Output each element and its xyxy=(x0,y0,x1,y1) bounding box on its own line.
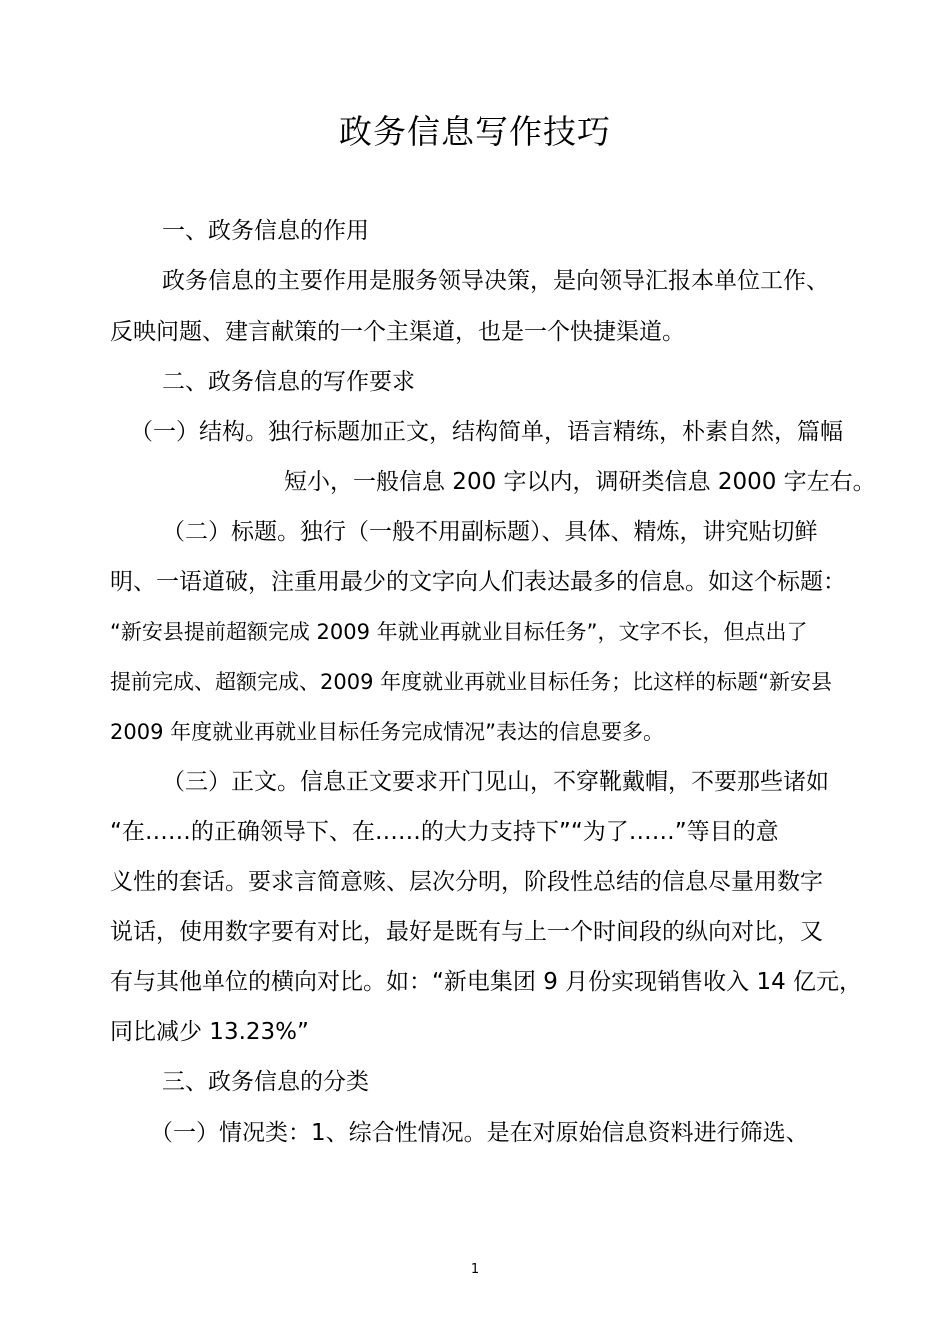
heading-3: 三、政务信息的分类 xyxy=(162,1069,369,1095)
paragraph-line: 同比减少 13.23%” xyxy=(110,1019,309,1045)
paragraph-line: （一）情况类：1、综合性情况。是在对原始信息资料进行筛选、 xyxy=(150,1120,809,1146)
page-number: 1 xyxy=(470,1262,480,1277)
paragraph-line: 明、一语道破，注重用最少的文字向人们表达最多的信息。如这个标题： xyxy=(110,569,846,595)
paragraph-line: “在……的正确领导下、在……的大力支持下”“为了……”等目的意 xyxy=(110,819,779,845)
paragraph-line: 有与其他单位的横向对比。如：“新电集团 9 月份实现销售收入 14 亿元， xyxy=(110,969,863,995)
document-title: 政务信息写作技巧 xyxy=(339,112,611,151)
paragraph-line: 政务信息的主要作用是服务领导决策，是向领导汇报本单位工作、 xyxy=(162,268,829,294)
paragraph-line: 短小，一般信息 200 字以内，调研类信息 2000 字左右。 xyxy=(284,469,876,495)
paragraph-line: 说话，使用数字要有对比，最好是既有与上一个时间段的纵向对比，又 xyxy=(110,919,823,945)
paragraph-line: 反映问题、建言献策的一个主渠道，也是一个快捷渠道。 xyxy=(110,319,685,345)
heading-1: 一、政务信息的作用 xyxy=(162,218,369,244)
paragraph-line: （三）正文。信息正文要求开门见山，不穿靴戴帽，不要那些诸如 xyxy=(162,769,829,795)
heading-2: 二、政务信息的写作要求 xyxy=(162,369,415,395)
paragraph-line: 义性的套话。要求言简意赅、层次分明，阶段性总结的信息尽量用数字 xyxy=(110,869,823,895)
paragraph-line: “新安县提前超额完成 2009 年就业再就业目标任务”，文字不长，但点出了 xyxy=(110,620,808,644)
paragraph-line: 2009 年度就业再就业目标任务完成情况”表达的信息要多。 xyxy=(110,720,664,744)
paragraph-line: 提前完成、超额完成、2009 年度就业再就业目标任务；比这样的标题“新安县 xyxy=(110,670,832,694)
paragraph-line: （二）标题。独行（一般不用副标题）、具体、精炼，讲究贴切鲜 xyxy=(162,519,818,545)
paragraph-line: （一）结构。独行标题加正文，结构简单，语言精练，朴素自然，篇幅 xyxy=(130,419,843,445)
